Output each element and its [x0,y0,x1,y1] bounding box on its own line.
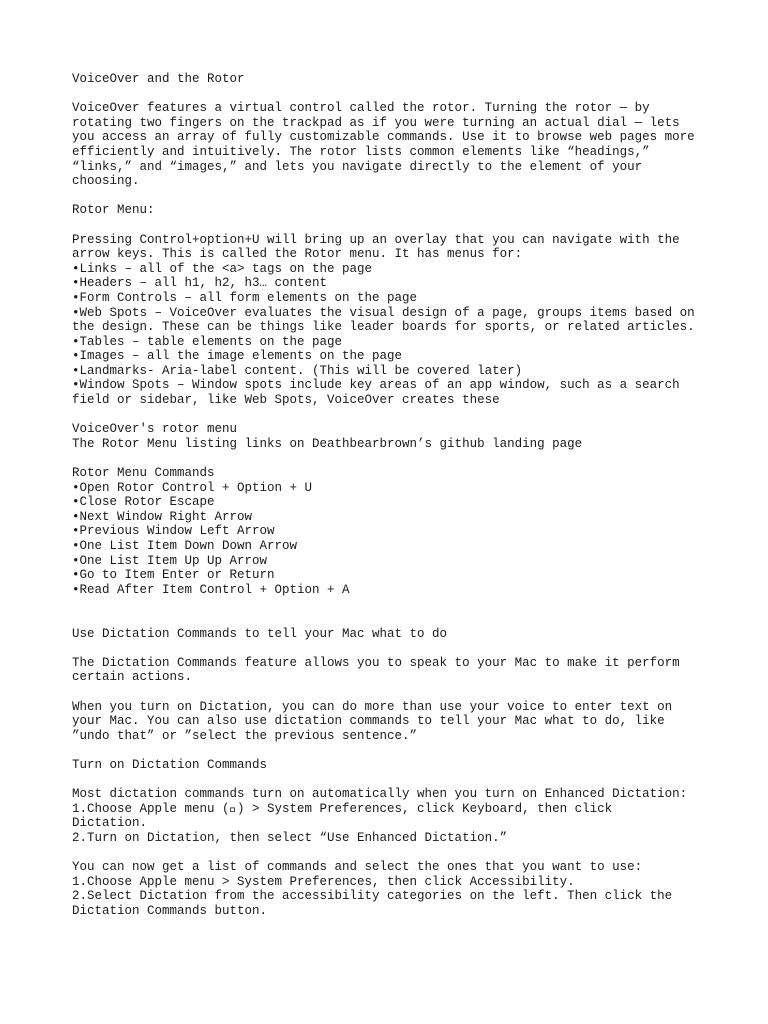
text-line: •Read After Item Control + Option + A [72,582,350,597]
text-line: “links,” and “images,” and lets you navigate directly to the element of your [72,159,643,174]
text-line: ”undo that” or ”select the previous sentence.” [72,728,418,743]
blank-line [72,685,712,700]
text-line: •Open Rotor Control + Option + U [72,480,313,495]
text-line: The Rotor Menu listing links on Deathbearbrown’s github landing page [72,436,583,451]
text-line: Pressing Control+option+U will bring up an overlay that you can navigate with the [72,232,680,247]
text-line: 2.Select Dictation from the accessibility categories on the left. Then click the [72,889,673,904]
text-line: VoiceOver features a virtual control called the rotor. Turning the rotor — by [72,101,650,116]
text-line: rotating two fingers on the trackpad as if you were turning an actual dial — lets [72,115,680,130]
text-line: 1.Choose Apple menu > System Preferences, then click Accessibility. [72,874,575,889]
text-line: Use Dictation Commands to tell your Mac what to do [72,626,448,641]
text-line: certain actions. [72,670,193,685]
text-line: •Form Controls – all form elements on the page [72,290,418,305]
text-line: •Go to Item Enter or Return [72,568,275,583]
text-line: •Previous Window Left Arrow [72,524,275,539]
blank-line [72,743,712,758]
text-line: Dictation. [72,816,148,831]
text-line: Rotor Menu Commands [72,466,215,481]
text-line: choosing. [72,174,140,189]
text-line: Rotor Menu: [72,203,155,218]
text-line: you access an array of fully customizable commands. Use it to browse web pages more [72,130,695,145]
text-line: •Links – all of the <a> tags on the page [72,261,373,276]
blank-line [72,87,712,102]
text-line: •Tables – table elements on the page [72,334,343,349]
text-line: You can now get a list of commands and select the ones that you want to use: [72,860,643,875]
blank-line [72,218,712,233]
text-line: •Web Spots – VoiceOver evaluates the visual design of a page, groups items based on [72,305,695,320]
text-line: •One List Item Up Up Arrow [72,553,268,568]
blank-line [72,612,712,627]
text-line: your Mac. You can also use dictation commands to tell your Mac what to do, like [72,714,665,729]
text-line: Most dictation commands turn on automatically when you turn on Enhanced Dictation: [72,787,688,802]
text-line: the design. These can be things like leader boards for sports, or related articles. [72,320,695,335]
blank-line [72,773,712,788]
text-line: When you turn on Dictation, you can do more than use your voice to enter text on [72,699,673,714]
text-line: •Images – all the image elements on the page [72,349,403,364]
blank-line [72,189,712,204]
text-line: field or sidebar, like Web Spots, VoiceOver creates these [72,393,500,408]
text-line: The Dictation Commands feature allows you to speak to your Mac to make it perform [72,655,680,670]
text-line: VoiceOver's rotor menu [72,422,238,437]
text-line: VoiceOver and the Rotor [72,72,245,86]
text-line: Turn on Dictation Commands [72,757,268,772]
text-line: 1.Choose Apple menu ( ) > System Preferences, click Keyboard, then click [72,801,613,816]
blank-line [72,597,712,612]
text-line: •One List Item Down Down Arrow [72,539,298,553]
document-page [72,72,712,918]
text-line: arrow keys. This is called the Rotor menu. It has menus for: [72,247,523,262]
text-line: •Close Rotor Escape [72,495,215,510]
text-line: •Window Spots – Window spots include key areas of an app window, such as a search [72,378,680,393]
text-line: •Landmarks- Aria-label content. (This will be covered later) [72,363,523,378]
blank-line [72,845,712,860]
text-line: Dictation Commands button. [72,903,268,918]
blank-line [72,408,712,423]
text-line: 2.Turn on Dictation, then select “Use Enhanced Dictation.” [72,830,508,845]
text-line: efficiently and intuitively. The rotor lists common elements like “headings,” [72,144,650,159]
text-line: •Headers – all h1, h2, h3… content [72,276,328,291]
blank-line [72,451,712,466]
text-line: •Next Window Right Arrow [72,509,253,524]
blank-line [72,641,712,656]
